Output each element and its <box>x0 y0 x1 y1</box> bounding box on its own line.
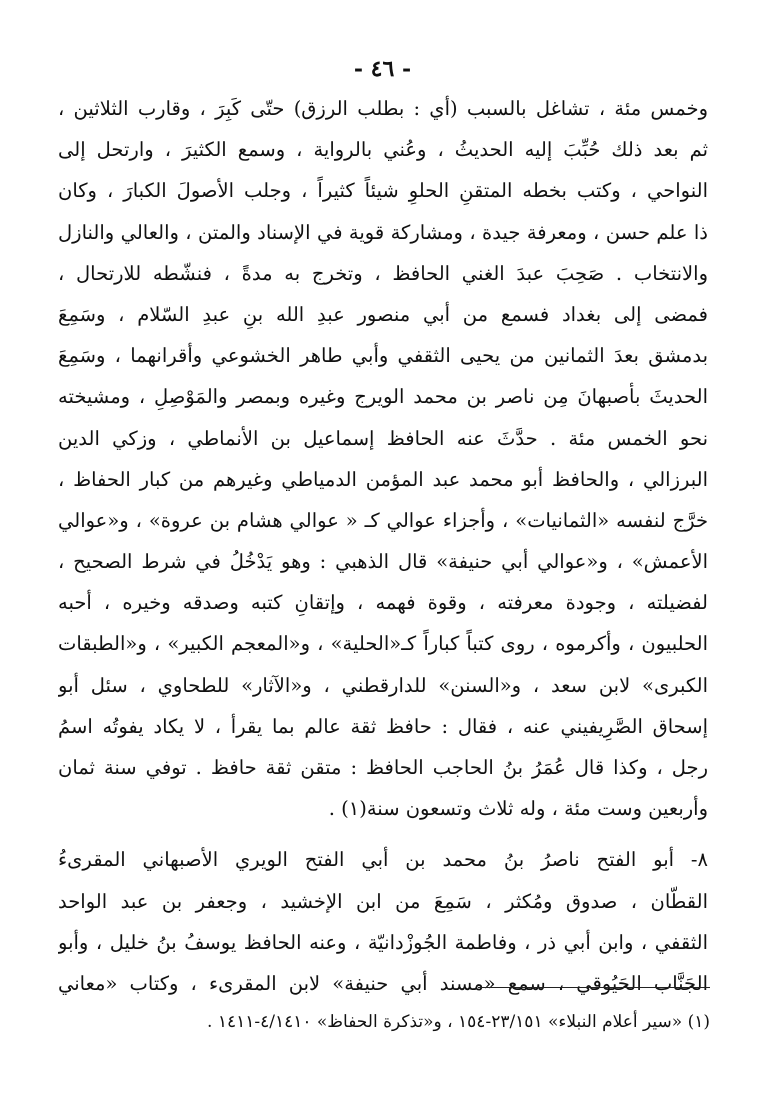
text-line: بدمشق بعدَ الثمانين من يحيى الثقفي وأبي طاهر الخشوعي وأقرانهما ، وسَمِعَ <box>58 344 708 368</box>
text-line: لفضيلته ، وجودة معرفته ، وقوة فهمه ، وإتقانِ كتبه وصدقه وخيره ، أحبه <box>58 591 708 615</box>
text-line: الحلبيون ، وأكرموه ، روى كتباً كباراً كـ«الحلية» ، و«المعجم الكبير» ، و«الطبقات <box>58 632 708 656</box>
text-line: رجل ، وكذا قال عُمَرُ بنُ الحاجب الحافظ : متقن ثقة حافظ . توفي سنة ثمان <box>58 756 708 779</box>
page-number: - ٤٦ - <box>353 56 412 82</box>
text-line: نحو الخمس مئة . حدَّثَ عنه الحافظ إسماعيل بن الأنماطي ، وزكي الدين <box>58 426 708 450</box>
text-line: الثقفي ، وابن أبي ذر ، وفاطمة الجُوزْدانيّة ، وعنه الحافظ يوسفُ بنُ خليل ، وأبو <box>58 930 708 954</box>
text-line: ثم بعد ذلك حُبِّبَ إليه الحديثُ ، وعُني بالرواية ، وسمع الكثيرَ ، وارتحل إلى <box>58 138 708 162</box>
text-line: البرزالي ، والحافظ أبو محمد عبد المؤمن الدمياطي وغيرهم من كبار الحفاظ ، <box>58 467 708 491</box>
text-line: النواحي ، وكتب بخطه المتقنِ الحلوِ شيئاً كثيراً ، وجلب الأصولَ الكبارَ ، وكان <box>58 179 708 203</box>
text-line: خرَّج لنفسه «الثمانيات» ، وأجزاء عوالي كـ « عوالي هشام بن عروة» ، و«عوالي <box>58 508 708 532</box>
entry-7-paragraph <box>58 88 708 829</box>
main-text <box>58 88 708 1004</box>
text-line: القطّان ، صدوق ومُكثر ، سَمِعَ من ابن الإخشيد ، وجعفر بن عبد الواحد <box>58 889 708 913</box>
text-line: ٨- أبو الفتح ناصرُ بنُ محمد بن أبي الفتح الويري الأصبهاني المقرىءُ <box>58 848 708 872</box>
text-line: الكبرى» لابن سعد ، و«السنن» للدارقطني ، و«الآثار» للطحاوي ، سئل أبو <box>58 673 708 697</box>
text-line: ذا علم حسن ، ومعرفة جيدة ، ومشاركة قوية في الإسناد والمتن ، والعالي والنازل <box>58 220 708 244</box>
entry-8-paragraph <box>58 839 708 1004</box>
text-line: وخمس مئة ، تشاغل بالسبب (أي : بطلب الرزق) حتّى كَبِرَ ، وقارب الثلاثين ، <box>58 97 708 120</box>
text-line: فمضى إلى بغداد فسمع من أبي منصور عبدِ الله بنِ عبدِ السّلام ، وسَمِعَ <box>58 302 708 326</box>
paragraph-gap <box>58 829 708 839</box>
footnote-divider <box>478 987 710 988</box>
footnote: (١) «سير أعلام النبلاء» ٢٣/١٥١-١٥٤ ، و«تذكرة الحفاظ» ٤/١٤١٠-١٤١١ . <box>207 1012 710 1032</box>
text-line: إسحاق الصَّرِيفيني عنه ، فقال : حافظ ثقة عالم بما يقرأ ، لا يكاد يفوتُه اسمُ <box>58 714 708 738</box>
text-line: الحديثَ بأصبهانَ مِن ناصر بن محمد الويرج وغيره وبمصر والمَوْصِلِ ، ومشيخته <box>58 385 708 409</box>
text-line: الجَنَّاب الحَيُوقي ، سمع «مسند أبي حنيفة» لابن المقرىء ، وكتاب «معاني <box>58 971 708 995</box>
text-line: وأربعين وست مئة ، وله ثلاث وتسعون سنة(١) . <box>328 797 708 821</box>
text-line: الأعمش» ، و«عوالي أبي حنيفة» قال الذهبي : وهو يَدْخُلُ في شرط الصحيح ، <box>58 550 708 574</box>
text-line: والانتخاب . صَحِبَ عبدَ الغني الحافظ ، وتخرج به مدةً ، فنشّطه للارتحال ، <box>58 261 708 285</box>
